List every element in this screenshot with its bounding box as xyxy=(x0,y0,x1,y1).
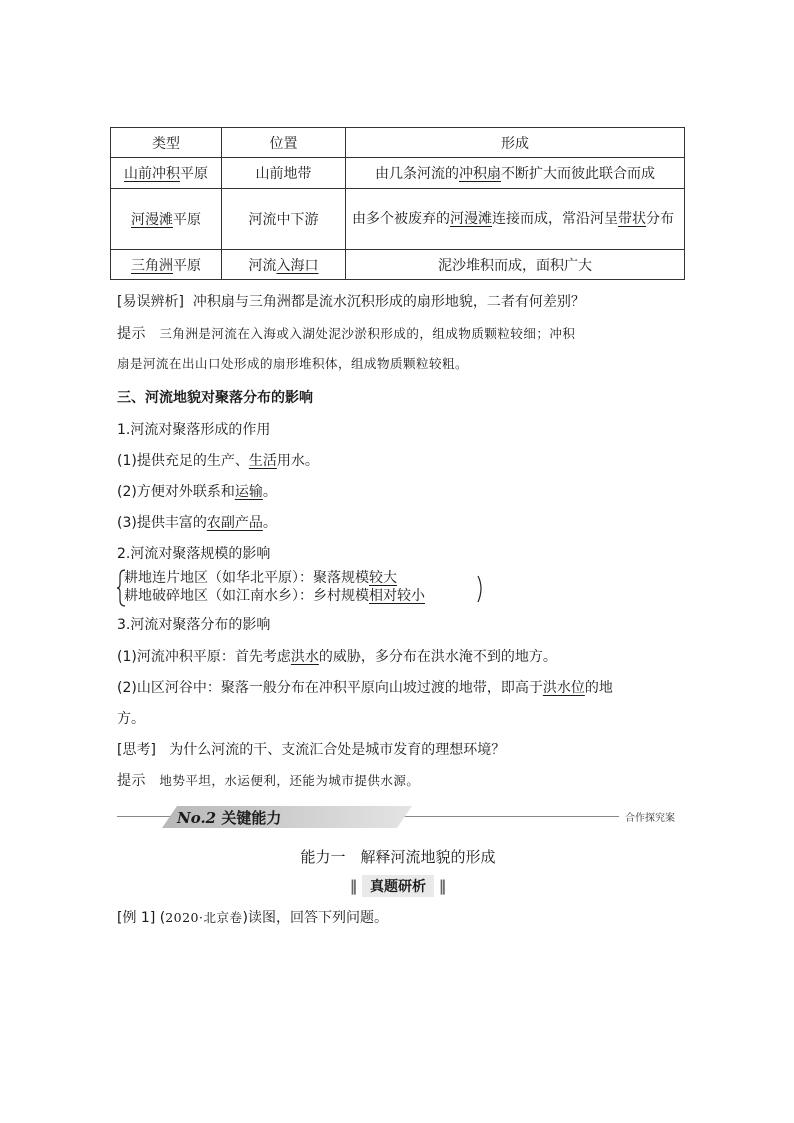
table-header-formation: 形成 xyxy=(346,128,685,158)
table-cell-type: 河漫滩平原 xyxy=(111,189,222,250)
list-item: (2)方便对外联系和运输。 xyxy=(117,484,277,500)
section-divider xyxy=(117,806,679,828)
ability-title: 能力一 解释河流地貌的形成 xyxy=(300,848,496,866)
table-cell-formation: 由多个被废弃的河漫滩连接而成，常沿河呈带状分布 xyxy=(346,189,685,250)
think-hint: 提示 地势平坦，水运便利，还能为城市提供水源。 xyxy=(117,773,420,789)
table-row xyxy=(111,158,685,189)
table-cell-location: 山前地带 xyxy=(222,158,346,189)
table-header-location: 位置 xyxy=(222,128,346,158)
think-question: [思考] 为什么河流的干、支流汇合处是城市发育的理想环境？ xyxy=(117,742,506,758)
table-cell-location: 河流中下游 xyxy=(222,189,346,250)
example-1-line: [例 1] (2020·北京卷)读图，回答下列问题。 xyxy=(117,910,388,926)
table-header-type: 类型 xyxy=(111,128,222,158)
plain-types-table xyxy=(110,127,685,280)
list-item: (1)提供充足的生产、生活用水。 xyxy=(117,453,319,469)
subsection-1-title: 1.河流对聚落形成的作用 xyxy=(117,422,271,438)
table-header-row xyxy=(111,128,685,158)
table-cell-type: 三角洲平原 xyxy=(111,250,222,280)
settlement-scale-comparison xyxy=(116,568,496,608)
table-row xyxy=(111,189,685,250)
subsection-2-title: 2.河流对聚落规模的影响 xyxy=(117,546,271,562)
real-exam-label: ‖ 真题研析 ‖ xyxy=(349,877,447,895)
table-cell-formation: 泥沙堆积而成，面积广大 xyxy=(346,250,685,280)
table-cell-location: 河流入海口 xyxy=(222,250,346,280)
section-divider-caption: 合作探究案 xyxy=(619,809,679,824)
section-title: 三、河流地貌对聚落分布的影响 xyxy=(117,390,313,406)
misconception-hint-line-1: 提示 三角洲是河流在入海或入湖处泥沙淤积形成的，组成物质颗粒较细；冲积 xyxy=(117,326,576,342)
section-badge-text: No.2 关键能力 xyxy=(177,809,282,827)
list-item: (3)提供丰富的农副产品。 xyxy=(117,515,277,531)
table-row xyxy=(111,250,685,280)
scale-line-fragmented: 耕地破碎地区（如江南水乡）：乡村规模相对较小 xyxy=(124,588,425,604)
subsection-3-title: 3.河流对聚落分布的影响 xyxy=(117,617,271,633)
scale-line-contiguous: 耕地连片地区（如华北平原）：聚落规模较大 xyxy=(124,570,397,586)
list-item-continuation: 方。 xyxy=(117,711,145,727)
table-cell-type: 山前冲积平原 xyxy=(111,158,222,189)
list-item: (1)河流冲积平原：首先考虑洪水的威胁，多分布在洪水淹不到的地方。 xyxy=(117,649,557,665)
list-item: (2)山区河谷中：聚落一般分布在冲积平原向山坡过渡的地带，即高于洪水位的地 xyxy=(117,680,613,696)
table-cell-formation: 由几条河流的冲积扇不断扩大而彼此联合而成 xyxy=(346,158,685,189)
misconception-hint-line-2: 扇是河流在出山口处形成的扇形堆积体，组成物质颗粒较粗。 xyxy=(117,356,469,371)
misconception-question: [易误辨析] 冲积扇与三角洲都是流水沉积形成的扇形地貌，二者有何差别？ xyxy=(117,294,585,310)
